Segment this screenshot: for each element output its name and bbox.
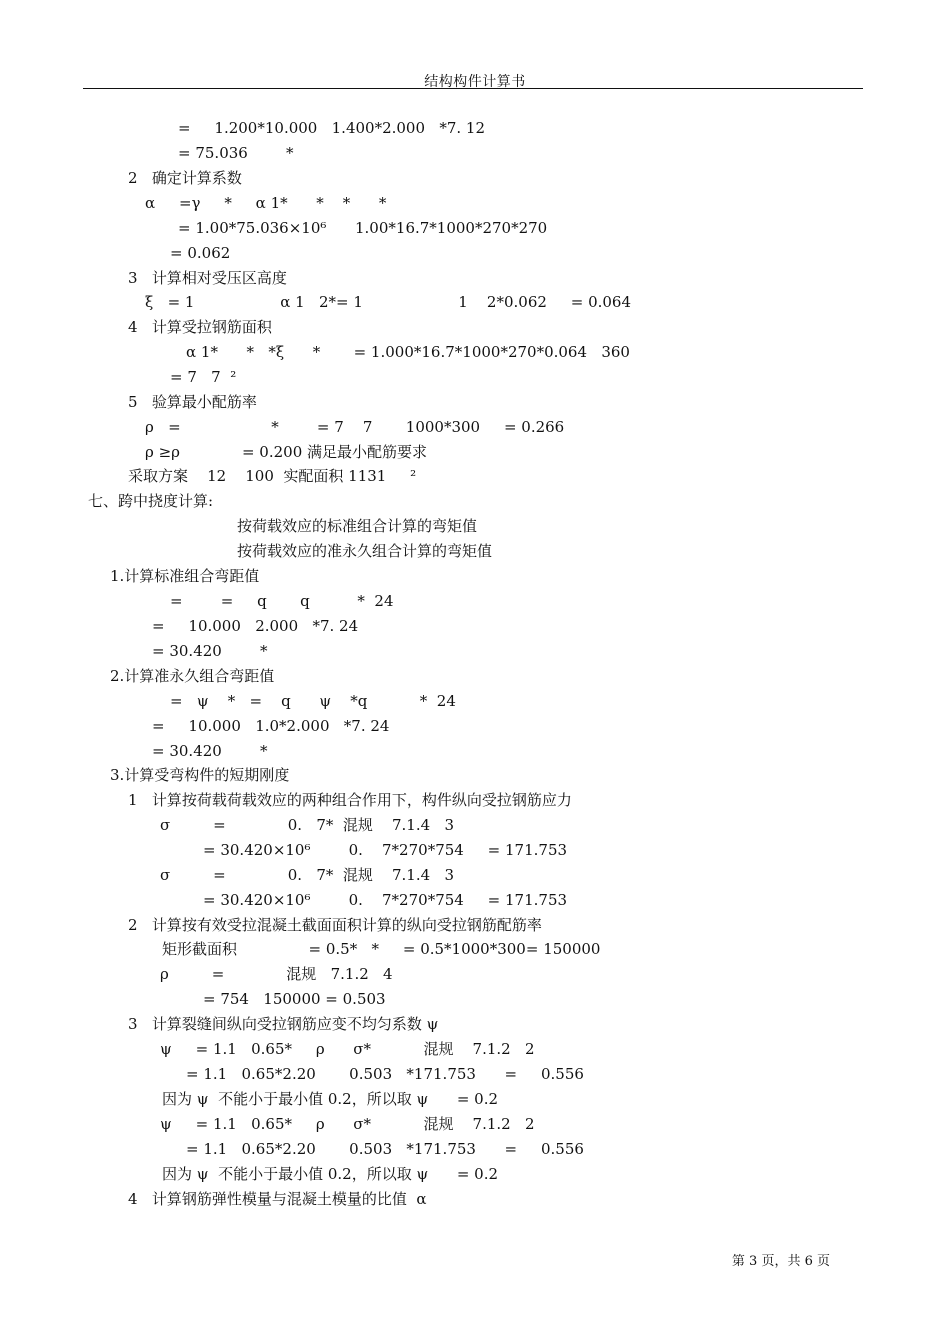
calc-line: 3 计算相对受压区高度 [128, 269, 287, 287]
calc-line: = ψ * = q ψ *q * 24 [170, 692, 456, 710]
calc-line: ψ = 1.1 0.65* ρ σ* 混规 7.1.2 2 [160, 1115, 535, 1133]
calc-line: 采取方案 12 100 实配面积 1131 ² [128, 467, 417, 485]
calc-line: 3.计算受弯构件的短期刚度 [110, 766, 290, 784]
calc-line: 矩形截面积 = 0.5* * = 0.5*1000*300= 150000 [162, 940, 601, 958]
calc-line: = 1.1 0.65*2.20 0.503 *171.753 = 0.556 [186, 1065, 584, 1083]
calc-line: σ = 0. 7* 混规 7.1.4 3 [160, 866, 454, 884]
calc-line: 七、跨中挠度计算: [88, 492, 214, 510]
calc-line: 4 计算受拉钢筋面积 [128, 318, 272, 336]
calc-line: = 1.00*75.036×10⁶ 1.00*16.7*1000*270*270 [178, 219, 548, 237]
calc-line: 1 计算按荷载荷载效应的两种组合作用下，构件纵向受拉钢筋应力 [128, 791, 572, 809]
calc-line: = 754 150000 = 0.503 [203, 990, 386, 1008]
calc-line: α 1* * *ξ * = 1.000*16.7*1000*270*0.064 360 [186, 343, 630, 361]
calc-line: 因为 ψ 不能小于最小值 0.2，所以取 ψ = 0.2 [162, 1165, 499, 1183]
calc-line: ρ = * = 7 7 1000*300 = 0.266 [145, 418, 565, 436]
header-divider [83, 88, 863, 89]
calc-line: ψ = 1.1 0.65* ρ σ* 混规 7.1.2 2 [160, 1040, 535, 1058]
calc-line: ρ ≥ρ = 0.200 满足最小配筋要求 [145, 443, 428, 461]
calc-line: 1.计算标准组合弯距值 [110, 567, 260, 585]
calc-line: 2.计算准永久组合弯距值 [110, 667, 275, 685]
calc-line: = 30.420×10⁶ 0. 7*270*754 = 171.753 [203, 891, 568, 909]
calc-line: = 7 7 ² [170, 368, 237, 386]
calc-line: 按荷载效应的标准组合计算的弯矩值 [237, 517, 478, 535]
calc-line: = 10.000 1.0*2.000 *7. 24 [152, 717, 390, 735]
calc-line: 3 计算裂缝间纵向受拉钢筋应变不均匀系数 ψ [128, 1015, 439, 1033]
document-header-title: 结构构件计算书 [424, 74, 526, 90]
calc-line: = 30.420 * [152, 642, 268, 660]
calc-line: 2 计算按有效受拉混凝土截面面积计算的纵向受拉钢筋配筋率 [128, 916, 542, 934]
calc-line: = 10.000 2.000 *7. 24 [152, 617, 359, 635]
calc-line: = 30.420 * [152, 742, 268, 760]
calc-line: ρ = 混规 7.1.2 4 [160, 965, 393, 983]
calc-line: σ = 0. 7* 混规 7.1.4 3 [160, 816, 454, 834]
calc-line: 2 确定计算系数 [128, 169, 242, 187]
calc-line: = 1.1 0.65*2.20 0.503 *171.753 = 0.556 [186, 1140, 584, 1158]
calc-line: 按荷载效应的准永久组合计算的弯矩值 [237, 542, 493, 560]
page-number: 第 3 页，共 6 页 [731, 1254, 830, 1269]
calc-line: = 1.200*10.000 1.400*2.000 *7. 12 [178, 119, 485, 137]
calc-line: ξ = 1 α 1 2*= 1 1 2*0.062 = 0.064 [145, 293, 632, 311]
calc-line: 5 验算最小配筋率 [128, 393, 257, 411]
calc-line: = 30.420×10⁶ 0. 7*270*754 = 171.753 [203, 841, 568, 859]
calc-line: = 75.036 * [178, 144, 294, 162]
calc-line: α =γ * α 1* * * * [145, 194, 387, 212]
calc-line: 4 计算钢筋弹性模量与混凝土模量的比值 α [128, 1190, 427, 1208]
calc-line: = 0.062 [170, 244, 231, 262]
calc-line: = = q q * 24 [170, 592, 394, 610]
calc-line: 因为 ψ 不能小于最小值 0.2，所以取 ψ = 0.2 [162, 1090, 499, 1108]
